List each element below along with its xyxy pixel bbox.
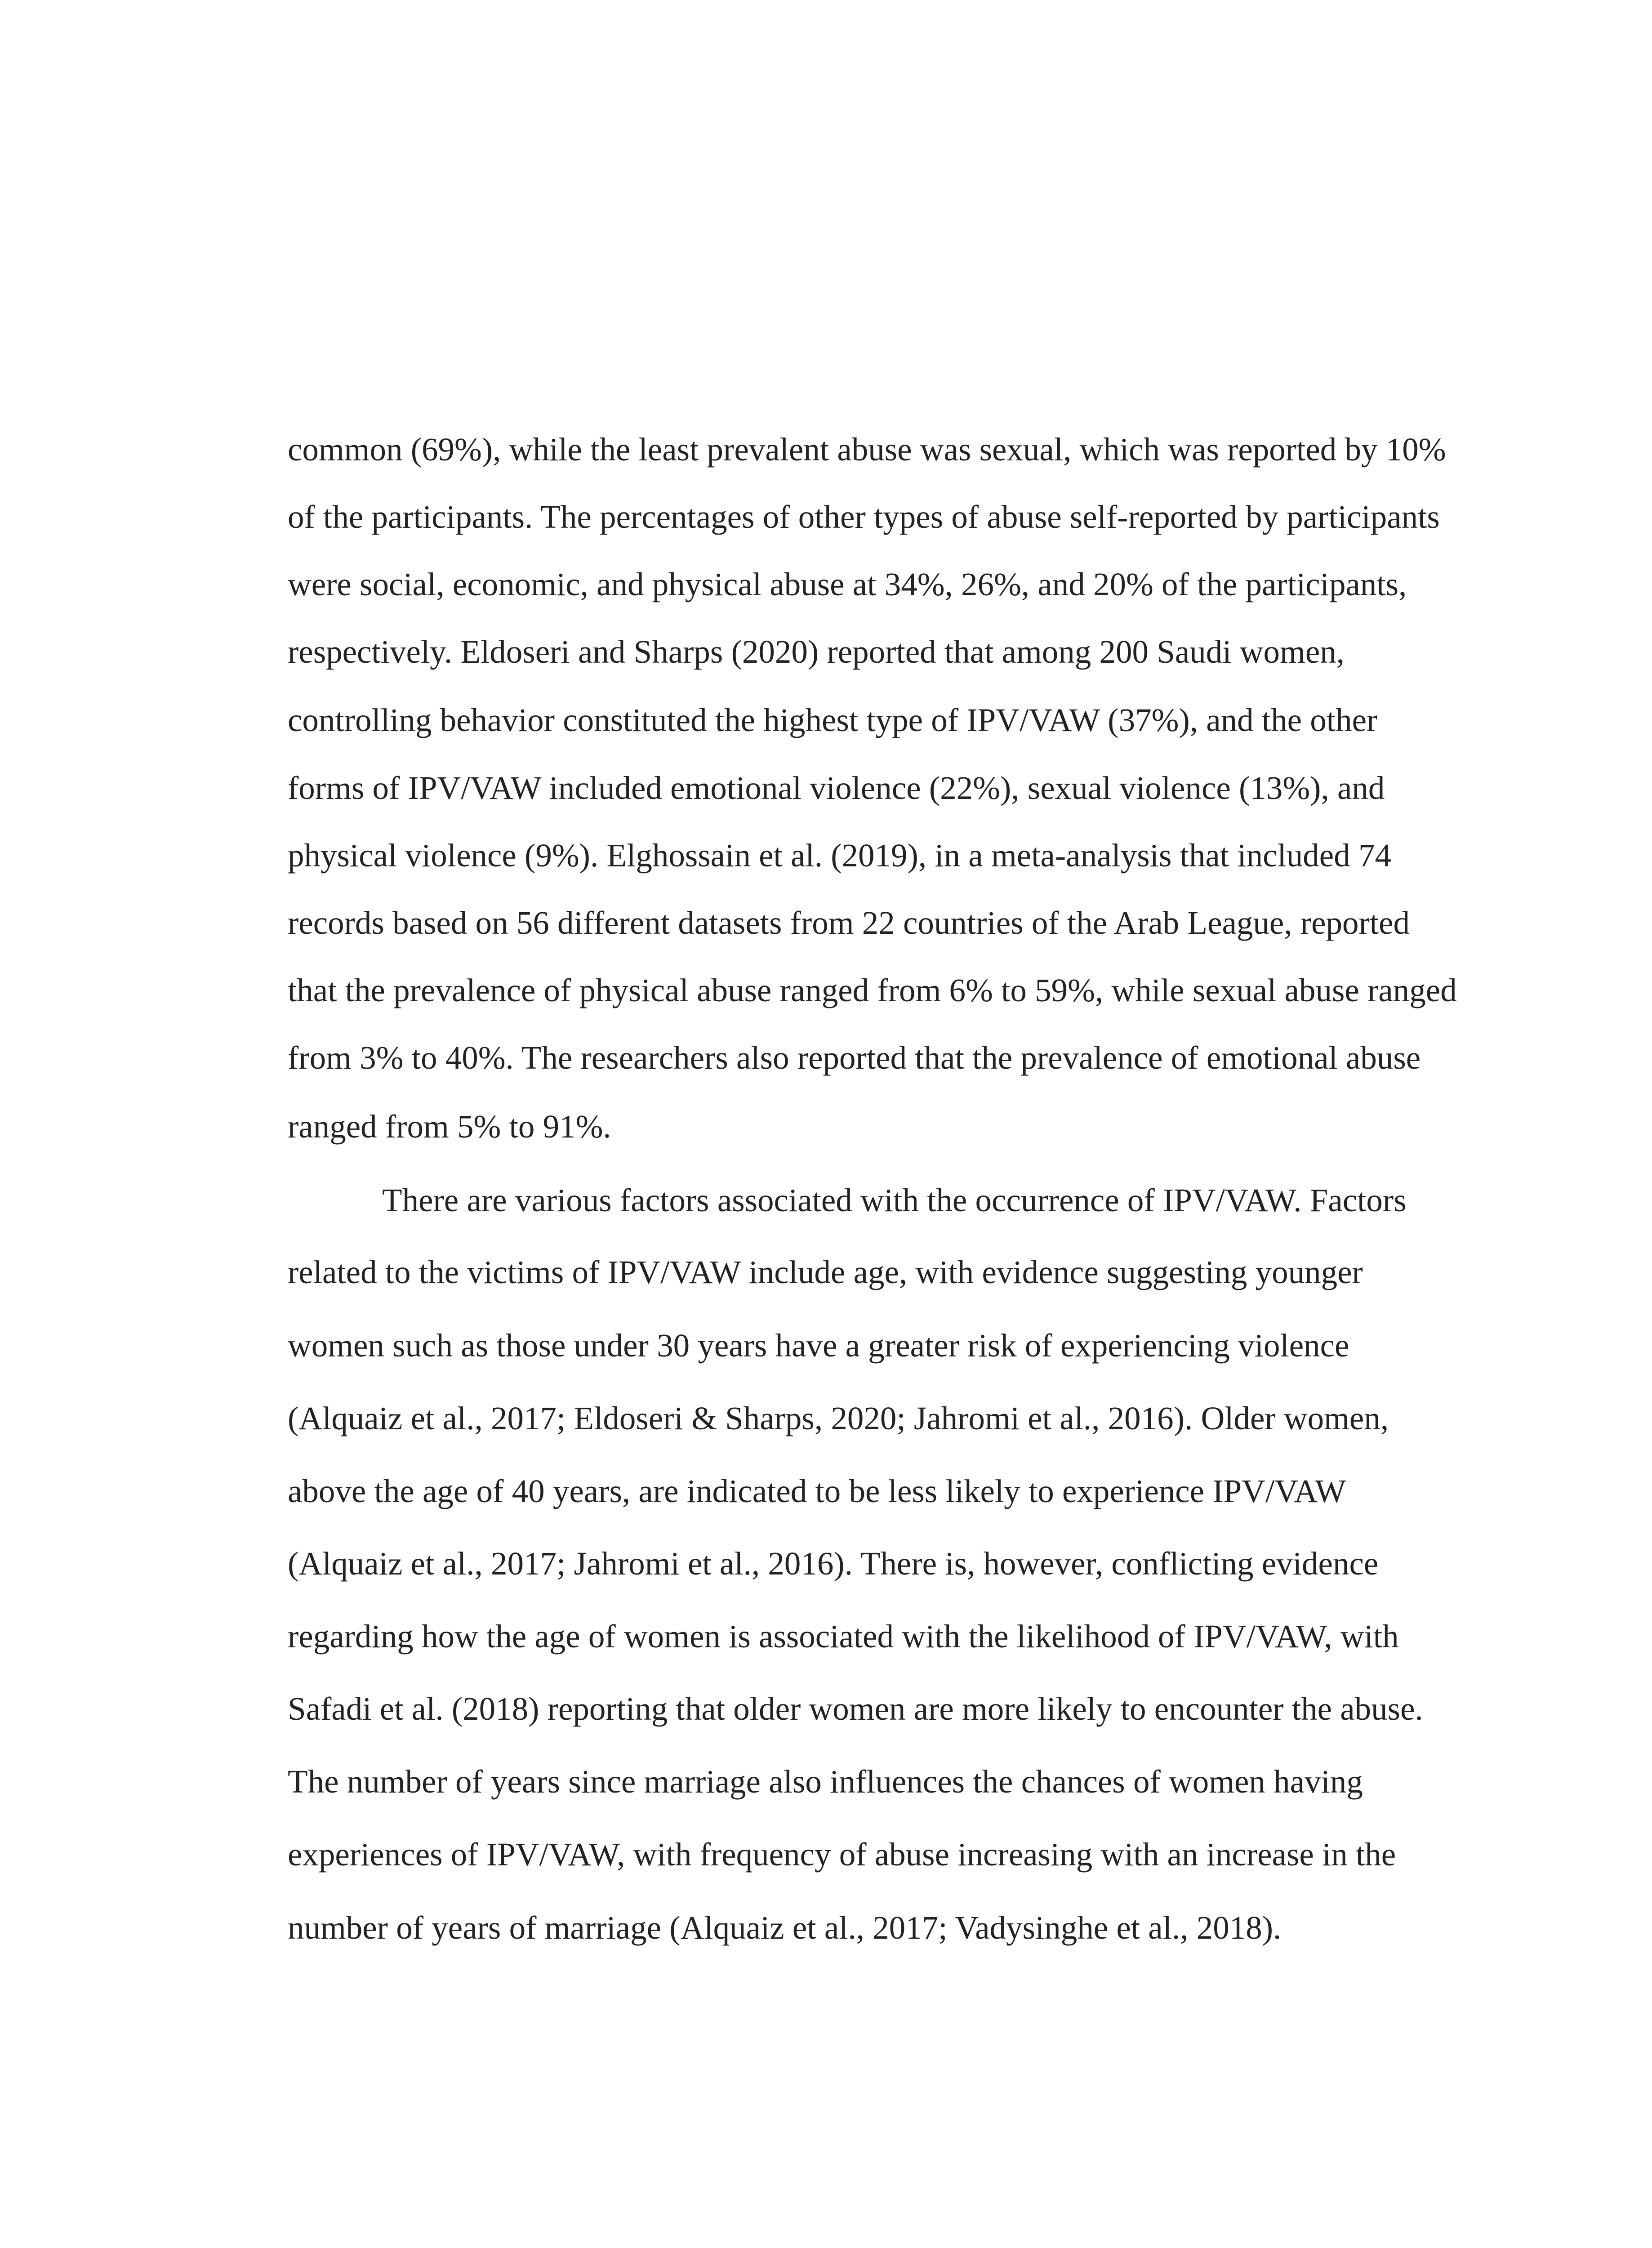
paragraph-2-line-10: experiences of IPV/VAW, with frequency of abuse increasing with an increase in the	[288, 1836, 1396, 1873]
paragraph-2-line-9: The number of years since marriage also influences the chances of women having	[288, 1763, 1363, 1800]
paragraph-1-line-1: common (69%), while the least prevalent abuse was sexual, which was reported by 10%	[288, 431, 1446, 468]
paragraph-1-line-6: forms of IPV/VAW included emotional violence (22%), sexual violence (13%), and	[288, 770, 1385, 806]
paragraph-2-line-2: related to the victims of IPV/VAW include age, with evidence suggesting younger	[288, 1254, 1363, 1290]
paragraph-1-line-9: that the prevalence of physical abuse ranged from 6% to 59%, while sexual abuse ranged	[288, 972, 1457, 1008]
paragraph-2-line-8: Safadi et al. (2018) reporting that older women are more likely to encounter the abuse.	[288, 1690, 1423, 1727]
paragraph-1-line-11: ranged from 5% to 91%.	[288, 1108, 611, 1145]
paragraph-2-line-4: (Alquaiz et al., 2017; Eldoseri & Sharps, 2020; Jahromi et al., 2016). Older women,	[288, 1400, 1389, 1436]
paragraph-1-line-2: of the participants. The percentages of other types of abuse self-reported by participants	[288, 499, 1440, 535]
paragraph-2-line-1: There are various factors associated with the occurrence of IPV/VAW. Factors	[382, 1182, 1407, 1218]
paragraph-1-line-8: records based on 56 different datasets from 22 countries of the Arab League, reported	[288, 905, 1410, 941]
paragraph-1-line-5: controlling behavior constituted the highest type of IPV/VAW (37%), and the other	[288, 702, 1378, 738]
paragraph-2-line-7: regarding how the age of women is associated with the likelihood of IPV/VAW, with	[288, 1618, 1399, 1655]
paragraph-1-line-3: were social, economic, and physical abuse at 34%, 26%, and 20% of the participants,	[288, 566, 1407, 602]
paragraph-2-line-11: number of years of marriage (Alquaiz et al., 2017; Vadysinghe et al., 2018).	[288, 1909, 1282, 1946]
paragraph-2-line-5: above the age of 40 years, are indicated to be less likely to experience IPV/VAW	[288, 1473, 1346, 1509]
paragraph-2-line-3: women such as those under 30 years have a greater risk of experiencing violence	[288, 1327, 1349, 1364]
paragraph-1-line-4: respectively. Eldoseri and Sharps (2020) reported that among 200 Saudi women,	[288, 633, 1345, 670]
paragraph-2-line-6: (Alquaiz et al., 2017; Jahromi et al., 2016). There is, however, conflicting evidence	[288, 1545, 1379, 1582]
paragraph-1-line-10: from 3% to 40%. The researchers also reported that the prevalence of emotional abuse	[288, 1039, 1421, 1076]
paragraph-1-line-7: physical violence (9%). Elghossain et al. (2019), in a meta-analysis that included 74	[288, 837, 1391, 874]
